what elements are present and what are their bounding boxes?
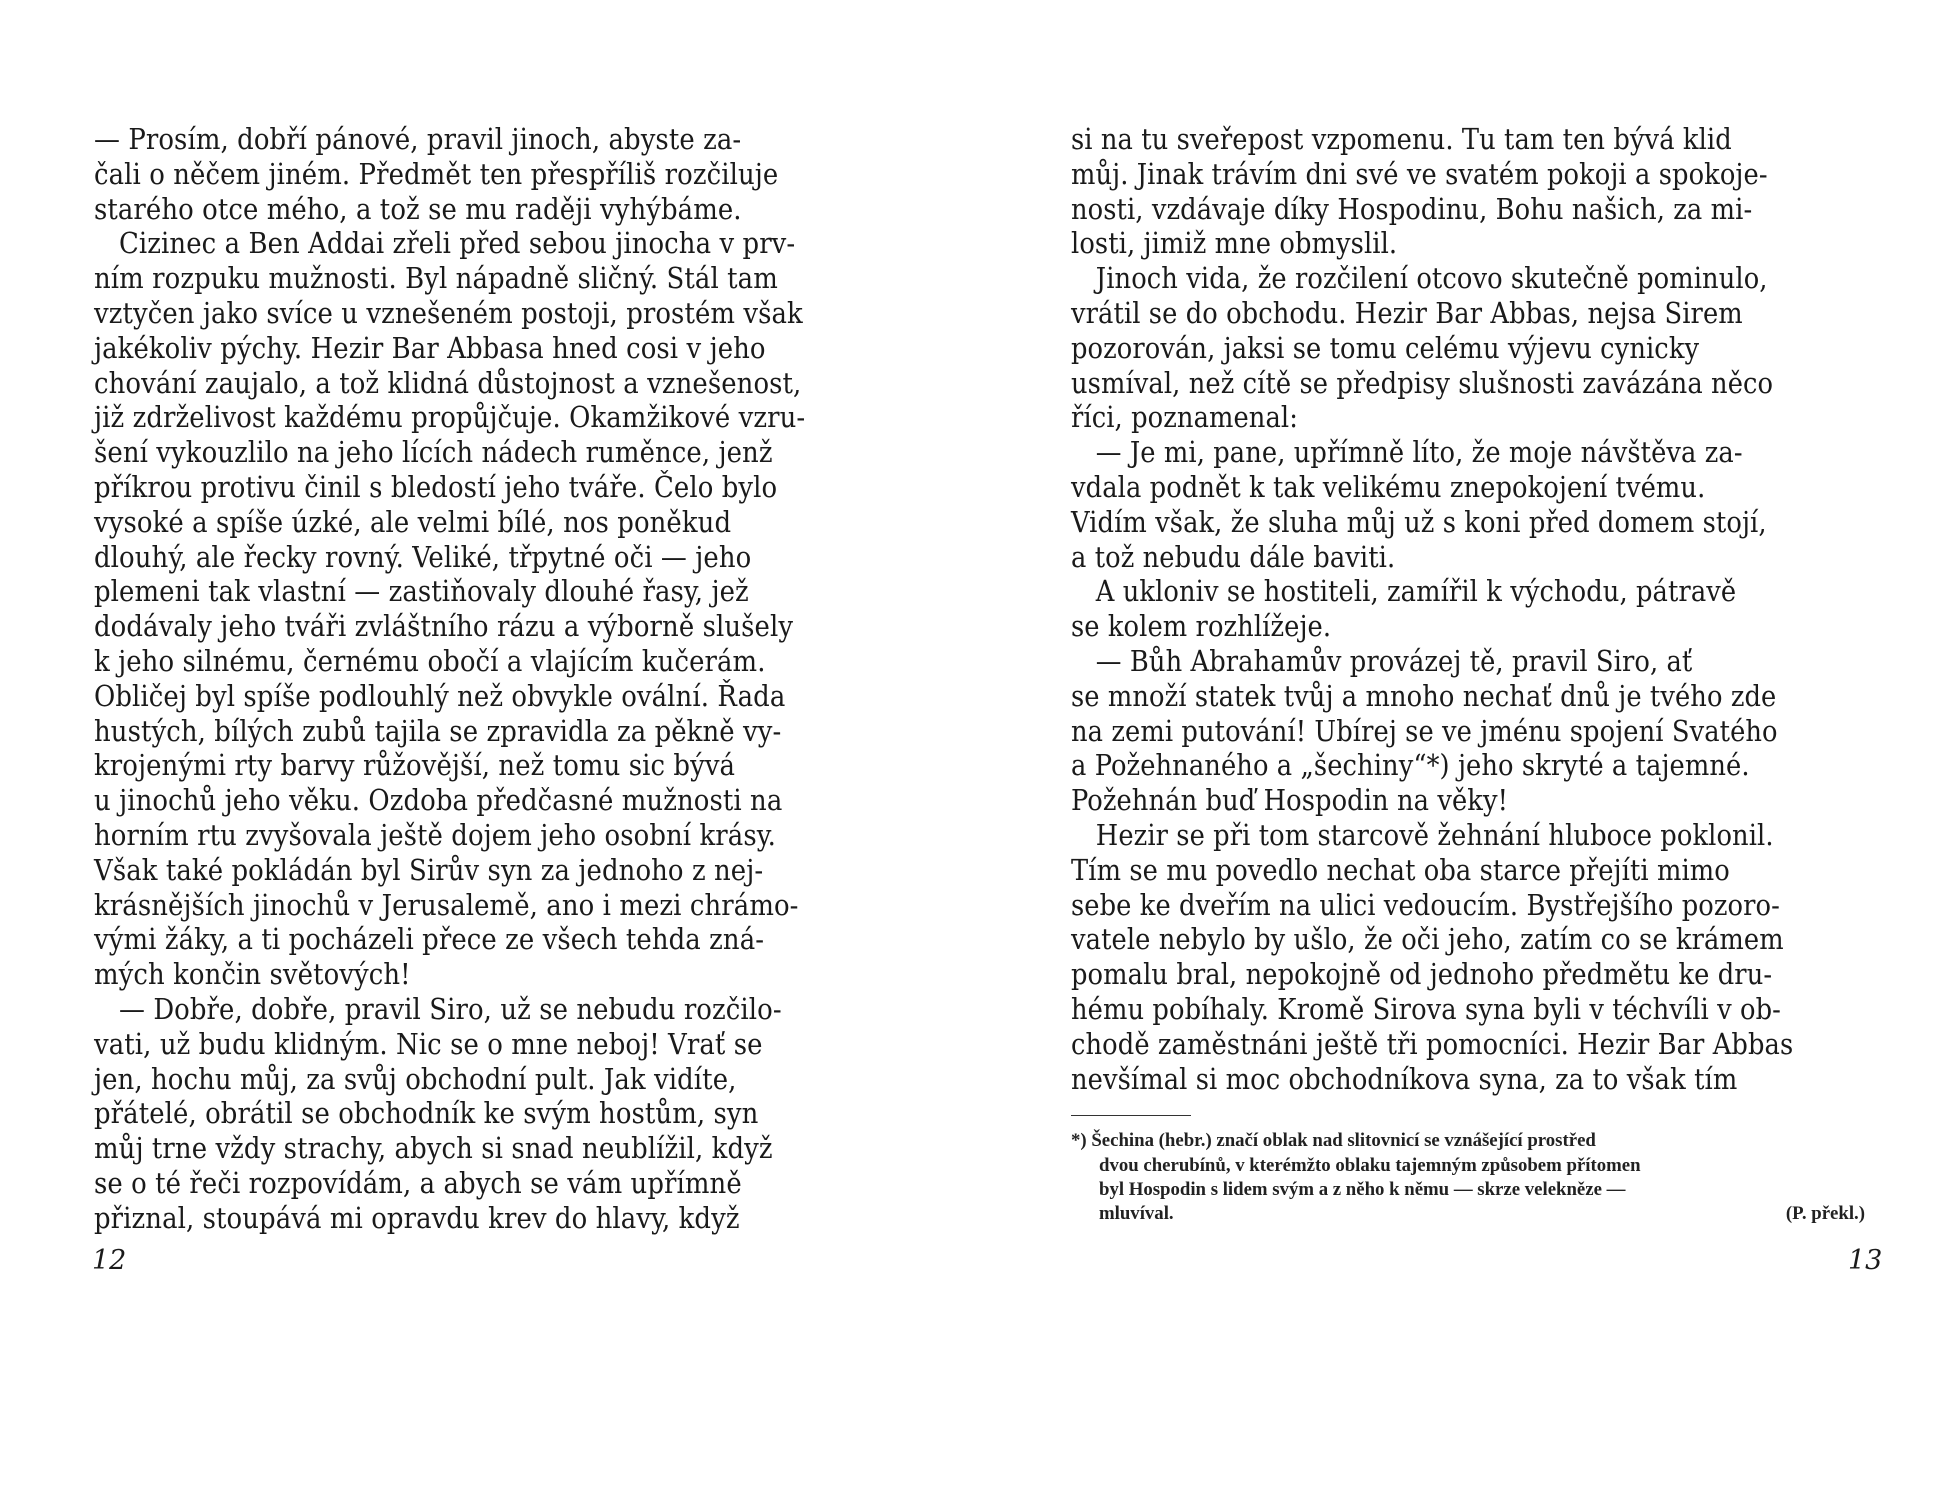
text-line: přiznal, stoupává mi opravdu krev do hlavy, když (94, 1200, 740, 1235)
footnote-last-text: mluvíval. (1099, 1203, 1174, 1225)
text-line: vztyčen jako svíce u vznešeném postoji, prostém však (94, 295, 803, 330)
text-line: k jeho silnému, černému obočí a vlajícím kučerám. (94, 643, 766, 678)
footnote (1071, 1129, 1883, 1226)
text-line: jakékoliv pýchy. Hezir Bar Abbasa hned cosi v jeho (94, 330, 766, 365)
text-line: chování zaujalo, a tož klidná důstojnost a vznešenost, (94, 365, 802, 400)
footnote-line: byl Hospodin s lidem svým a z něho k němu — skrze velekněze — (1099, 1178, 1626, 1200)
text-line: nosti, vzdávaje díky Hospodinu, Bohu našich, za mi- (1071, 191, 1753, 226)
text-line: chodě zaměstnáni ještě tři pomocníci. Hezir Bar Abbas (1071, 1026, 1794, 1061)
right-page (1071, 122, 1883, 1227)
page-number-right: 13 (1848, 1245, 1883, 1276)
text-line: pozorován, jaksi se tomu celému výjevu cynicky (1071, 330, 1700, 365)
text-line: můj trne vždy strachy, abych si snad neublížil, když (94, 1131, 773, 1166)
text-line: sebe ke dveřím na ulici vedoucím. Bystřejšího pozoro- (1071, 887, 1780, 922)
text-line: — Je mi, pane, upřímně líto, že moje návštěva za- (1071, 435, 1743, 470)
text-line: Požehnán buď Hospodin na věky! (1071, 783, 1509, 818)
footnote-line: dvou cherubínů, v kterémžto oblaku tajemným způsobem přítomen (1099, 1154, 1641, 1176)
text-line: vatele nebylo by ušlo, že oči jeho, zatím co se krámem (1071, 922, 1784, 957)
text-line: vati, už budu klidným. Nic se o mne neboj! Vrať se (94, 1026, 763, 1061)
text-line: říci, poznamenal: (1071, 400, 1299, 435)
text-line: ním rozpuku mužnosti. Byl nápadně sličný. Stál tam (94, 261, 778, 296)
text-line: krásnějších jinochů v Jerusalemě, ano i mezi chrámo- (94, 887, 799, 922)
text-line: Tím se mu povedlo nechat oba starce přejíti mimo (1071, 852, 1730, 887)
text-line: a tož nebudu dále baviti. (1071, 539, 1396, 574)
text-line: šení vykouzlilo na jeho lících nádech ruměnce, jenž (94, 435, 773, 470)
text-line: hému pobíhaly. Kromě Sirova syna byli v téchvíli v ob- (1071, 991, 1781, 1026)
text-line: Obličej byl spíše podlouhlý než obvykle ovální. Řada (94, 678, 786, 713)
text-line: horním rtu zvyšovala ještě dojem jeho osobní krásy. (94, 817, 776, 852)
text-line: dodávaly jeho tváři zvláštního rázu a výborně slušely (94, 609, 794, 644)
text-line: hustých, bílých zubů tajila se zpravidla za pěkně vy- (94, 713, 782, 748)
text-line: pomalu bral, nepokojně od jednoho předmětu ke dru- (1071, 957, 1773, 992)
text-line: vrátil se do obchodu. Hezir Bar Abbas, nejsa Sirem (1071, 295, 1743, 330)
text-line: usmíval, než cítě se předpisy slušnosti zavázána něco (1071, 365, 1774, 400)
footnote-separator (1071, 1115, 1191, 1116)
text-line: losti, jimiž mne obmyslil. (1071, 226, 1398, 261)
text-line: mých končin světových! (94, 957, 411, 992)
text-line: jen, hochu můj, za svůj obchodní pult. Jak vidíte, (94, 1061, 737, 1096)
text-line: na zemi putování! Ubírej se ve jménu spojení Svatého (1071, 713, 1778, 748)
left-page-text (94, 122, 904, 1236)
right-page-text (1071, 122, 1883, 1096)
text-line: Cizinec a Ben Addai zřeli před sebou jinocha v prv- (94, 226, 796, 261)
text-line: plemeni tak vlastní — zastiňovaly dlouhé řasy, jež (94, 574, 749, 609)
text-line: A ukloniv se hostiteli, zamířil k východu, pátravě (1071, 574, 1737, 609)
text-line: Vidím však, že sluha můj už s koni před domem stojí, (1071, 504, 1767, 539)
text-line: starého otce mého, a tož se mu raději vyhýbáme. (94, 191, 742, 226)
text-line: se množí statek tvůj a mnoho nechať dnů je tvého zde (1071, 678, 1777, 713)
page-number-left: 12 (92, 1245, 127, 1276)
text-line: můj. Jinak trávím dni své ve svatém pokoji a spokoje- (1071, 156, 1768, 191)
text-line: se o té řeči rozpovídám, a abych se vám upřímně (94, 1165, 742, 1200)
text-line: vysoké a spíše úzké, ale velmi bílé, nos poněkud (94, 504, 732, 539)
text-line: vdala podnět k tak velikému znepokojení tvému. (1071, 469, 1706, 504)
text-line: krojenými rty barvy růžovější, než tomu sic bývá (94, 748, 736, 783)
text-line: si na tu sveřepost vzpomenu. Tu tam ten bývá klid (1071, 122, 1732, 156)
text-line: u jinochů jeho věku. Ozdoba předčasné mužnosti na (94, 783, 783, 818)
text-line: přátelé, obrátil se obchodník ke svým hostům, syn (94, 1096, 759, 1131)
text-line: nevšímal si moc obchodníkova syna, za to však tím (1071, 1061, 1738, 1096)
text-line: Jinoch vida, že rozčilení otcovo skutečně pominulo, (1071, 261, 1768, 296)
text-line: — Bůh Abrahamův provázej tě, pravil Siro, ať (1071, 643, 1693, 678)
left-page (94, 122, 904, 1236)
footnote-attribution: (P. překl.) (1785, 1203, 1865, 1225)
text-line: a Požehnaného a „šechiny“*) jeho skryté a tajemné. (1071, 748, 1750, 783)
text-line: již zdrželivost každému propůjčuje. Okamžikové vzru- (94, 400, 806, 435)
text-line: Však také pokládán byl Sirův syn za jednoho z nej- (94, 852, 764, 887)
text-line: — Dobře, dobře, pravil Siro, už se nebudu rozčilo- (94, 991, 782, 1026)
text-line: vými žáky, a ti pocházeli přece ze všech tehda zná- (94, 922, 765, 957)
footnote-line: *) Šechina (hebr.) značí oblak nad slitovnicí se vznášející prostřed (1071, 1130, 1596, 1152)
text-line: příkrou protivu činil s bledostí jeho tváře. Čelo bylo (94, 469, 778, 504)
text-line: — Prosím, dobří pánové, pravil jinoch, abyste za- (94, 122, 742, 156)
text-line: čali o něčem jiném. Předmět ten přespříliš rozčiluje (94, 156, 779, 191)
text-line: dlouhý, ale řecky rovný. Veliké, třpytné oči — jeho (94, 539, 752, 574)
footnote-last-line (1071, 1202, 1883, 1226)
text-line: se kolem rozhlížeje. (1071, 609, 1332, 644)
text-line: Hezir se při tom starcově žehnání hluboce poklonil. (1071, 817, 1774, 852)
